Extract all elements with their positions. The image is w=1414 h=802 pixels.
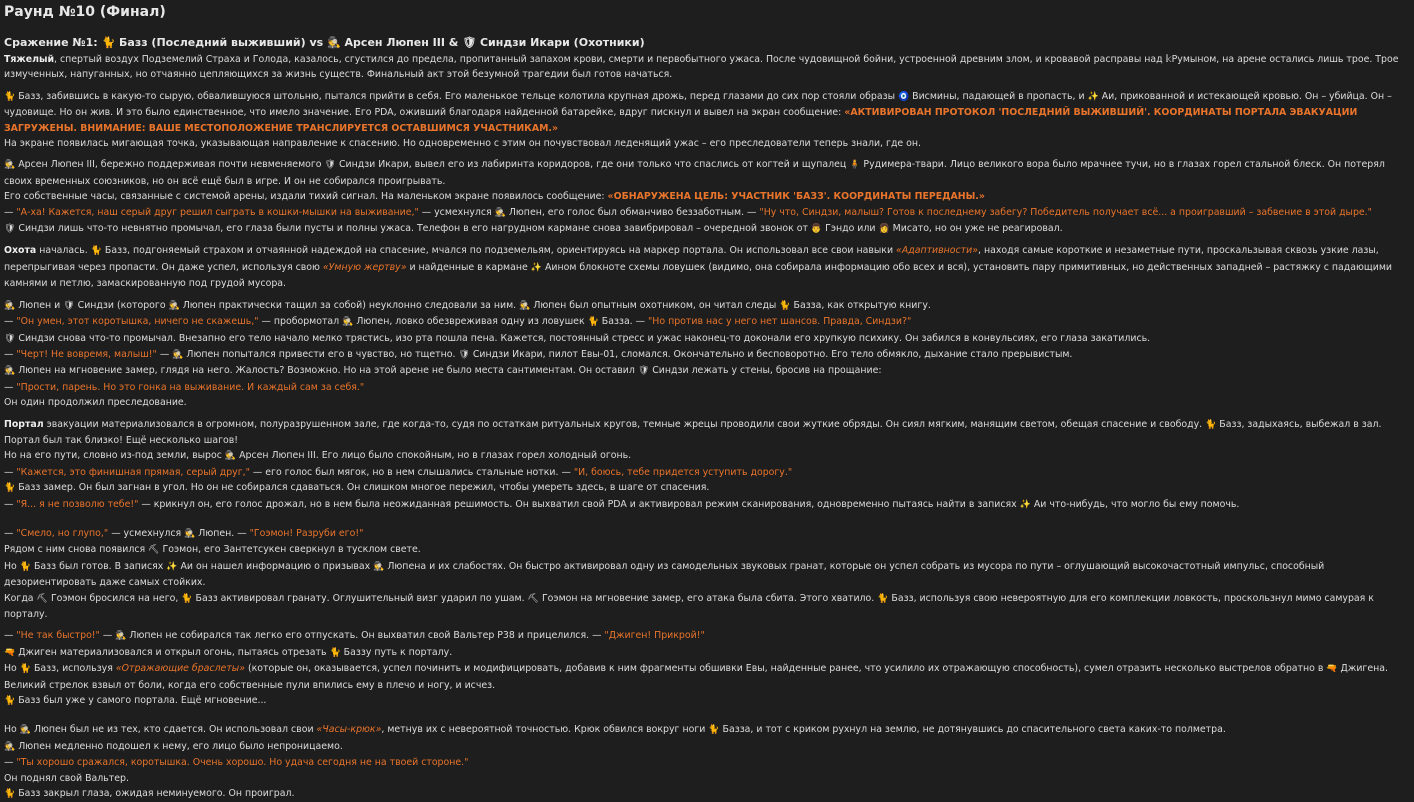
buzz-icon: 🐈 — [329, 647, 341, 658]
lupin-icon: 🕵 — [184, 528, 196, 539]
shinji-icon: 🛡 — [4, 224, 16, 235]
text: — — [4, 466, 17, 478]
text: Люпен не собирался так легко его отпускать. Он выхватил свой Вальтер P38 и прицелился. — — [126, 630, 605, 642]
paragraph-goemon — [4, 526, 1408, 622]
text: Люпен. — — [195, 527, 250, 539]
text: Базза, как открытую книгу. — [790, 299, 931, 311]
text: Но на его пути, словно из-под земли, вырос — [4, 450, 225, 462]
shinji-icon: 🛡 — [63, 300, 75, 311]
text: Синдзи (которого — [74, 299, 169, 311]
text: Синдзи лишь что-то невнятно промычал, его глаза были пусты и полны ужаса. Телефон в его нагрудном кармане снова завибрировал – очередной звонок от — [15, 223, 811, 235]
text: — — [4, 757, 17, 769]
ai-icon: ✨ — [530, 262, 542, 273]
lupin-icon: 🕵 — [342, 317, 354, 328]
buzz-icon: 🐈 — [1205, 419, 1217, 430]
text: Базз был уже у самого портала. Ещё мгновение... — [15, 695, 267, 707]
text: — — [4, 316, 17, 328]
text: Его собственные часы, связанные с системой арены, издали тихий сигнал. На маленьком экране появилось сообщение: — [4, 191, 608, 203]
skill-name: «Умную жертву» — [322, 261, 407, 273]
text: Люпен медленно подошел к нему, его лицо было непроницаемо. — [15, 740, 343, 752]
text: Когда — [4, 592, 37, 604]
bold-lead: Тяжелый — [4, 54, 55, 65]
text: Баззу путь к порталу. — [340, 646, 453, 658]
ai-icon: ✨ — [1087, 91, 1099, 102]
text: Синдзи лежать у стены, бросив на прощание: — [649, 365, 882, 377]
system-message: «ОБНАРУЖЕНА ЦЕЛЬ: УЧАСТНИК 'БАЗЗ'. КООРДИНАТЫ ПЕРЕДАНЫ.» — [607, 191, 985, 203]
text: Базз, используя — [30, 663, 116, 675]
text: Он поднял свой Вальтер. — [4, 772, 129, 784]
skill-name: «Адаптивности» — [896, 245, 979, 257]
text: Гоэмон, его Зантетсукен сверкнул в тусклом свете. — [159, 544, 421, 556]
text: Висмины, падающей в пропасть, и — [909, 90, 1088, 102]
quote: "Не так быстро!" — [16, 630, 100, 642]
paragraph-ending — [4, 722, 1408, 802]
shinji-icon: 🛡 — [324, 160, 336, 171]
buzz-icon: 🐈 — [4, 91, 16, 102]
text: Базз активировал гранату. Оглушительный визг ударил по ушам. — [192, 592, 528, 604]
text: Рудимера-твари. Лицо великого вора было мрачнее тучи, но в глазах горел стальной блеск. Он потерял своих временных союзников, но он всё ещё был в игре. И он не собирался проигрывать. — [4, 159, 1385, 187]
quote: "Я... я не позволю тебе!" — [16, 498, 139, 510]
lupin-icon: 🕵 — [115, 631, 127, 642]
lupin-icon: 🕵 — [519, 300, 531, 311]
goemon-icon: ⛏ — [148, 545, 160, 556]
text: — — [4, 498, 17, 510]
text: Люпен был не из тех, кто сдается. Он использовал свои — [30, 724, 317, 736]
lupin-icon: 🕵 — [172, 349, 184, 360]
text: — пробормотал — [258, 316, 343, 328]
goemon-icon: ⛏ — [527, 593, 539, 604]
paragraph-portal — [4, 417, 1408, 513]
text: Аином блокноте схемы ловушек (видимо, она собирала информацию обо всех и вся), установить пару примитивных, но действенных западней – растяжку с падающими камнями и петлю, замаскированную под грудой мусора. — [4, 261, 1393, 290]
text: Гоэмон на мгновение замер, его атака была сбита. Этого хватило. — [538, 592, 878, 604]
quote: "Кажется, это финишная прямая, серый друг," — [16, 466, 250, 478]
paragraph-buzz-hiding — [4, 89, 1408, 152]
paragraph-jigen — [4, 628, 1408, 709]
text: , спертый воздух Подземелий Страха и Голода, казалось, сгустился до предела, пропитанный запахом крови, смерти и первобытного ужаса. После чудовищной бойни, устроенной древним злом, и кровавой расправы над 𝕜Румыном, на арене остались лишь трое. Трое измученных, напуганных, но отчаянно цепляющихся за жизнь существ. Финальный акт этой безумной трагедии был готов начаться. — [4, 54, 1399, 81]
lupin-icon: 🕵 — [4, 741, 16, 752]
ai-icon: ✨ — [166, 561, 178, 572]
rudimer-icon: 🧍 — [849, 160, 861, 171]
skill-name: «Отражающие браслеты» — [115, 663, 245, 675]
buzz-icon: 🐈 — [181, 593, 193, 604]
text: Синдзи Икари, вывел его из лабиринта коридоров, где они только что спаслись от когтей и щупалец — [335, 159, 850, 171]
skill-name: «Часы-крюк» — [316, 724, 382, 736]
text: эвакуации материализовался в огромном, полуразрушенном зале, где когда-то, судя по остаткам ритуальных кругов, темные жрецы проводили свои жуткие обряды. Он сиял мягким, манящим светом, обещая спасение и свободу. — [43, 418, 1206, 430]
buzz-icon: 🐈 — [877, 593, 889, 604]
text: , метнув их с невероятной точностью. Крюк обвился вокруг ноги — [381, 724, 709, 736]
quote: "Но против нас у него нет шансов. Правда, Синдзи?" — [648, 316, 912, 328]
text: — усмехнулся — [108, 527, 185, 539]
lupin-icon: 🕵 — [224, 451, 237, 462]
text: Базза, и тот с криком рухнул на землю, не дотянувшись до спасительного света каких-то полметра. — [719, 724, 1226, 736]
text: — крикнул он, его голос дрожал, но в нем была неожиданная решимость. Он выхватил свой PDA и активировал режим сканирования, одновременно пытаясь найти в записях — [138, 498, 1020, 510]
text: Базз, задыхаясь, выбежал в зал. Портал был так близко! Ещё несколько шагов! — [4, 418, 1382, 446]
lupin-icon: 🕵 — [373, 561, 385, 572]
text: Он один продолжил преследование. — [4, 397, 187, 409]
vismina-icon: 🧿 — [897, 91, 910, 102]
buzz-icon: 🐈 — [4, 789, 16, 800]
ai-icon: ✨ — [1019, 499, 1031, 510]
text: Синдзи снова что-то промычал. Внезапно его тело начало мелко трястись, изо рта пошла пена. Кажется, постоянный стресс и ужас наконец-то доконали его хрупкую психику. Он забился в конвульсиях, его глаза закатились. — [15, 332, 1151, 344]
quote: "Смело, но глупо," — [16, 527, 109, 539]
text: Рядом с ним снова появился — [4, 544, 149, 556]
goemon-icon: ⛏ — [36, 593, 48, 604]
quote: "Ну что, Синдзи, малыш? Готов к последнему забегу? Победитель получает всё... а проигравший – забвение в этой дыре." — [759, 206, 1372, 218]
text: Но — [4, 724, 20, 736]
paragraph-pursuit — [4, 298, 1408, 411]
jigen-icon: 🔫 — [4, 647, 16, 658]
bold-lead: Портал — [4, 418, 44, 430]
text: Базз, используя свою невероятную для его комплекции ловкость, проскользнул мимо самурая к порталу. — [4, 592, 1374, 620]
text: Люпен и — [15, 299, 64, 311]
lupin-icon: 🕵 — [4, 366, 16, 377]
text: Джигена. Великий стрелок взвыл от боли, когда его собственные пули впились ему в плечо и ногу, и исчез. — [4, 663, 1388, 691]
text: Мисато, но он уже не реагировал. — [889, 223, 1063, 235]
buzz-icon: 🐈 — [779, 300, 791, 311]
text: Арсен Люпен III. Его лицо было спокойным, но в глазах горел холодный огонь. — [236, 450, 632, 462]
lupin-icon: 🕵 — [4, 160, 16, 171]
text: Люпен, ловко обезвреживая одну из ловушек — [353, 316, 588, 328]
jigen-icon: 🔫 — [1326, 664, 1338, 675]
text: Базз был готов. В записях — [30, 560, 167, 572]
text: Аи что-нибудь, что могло бы ему помочь. — [1030, 498, 1240, 510]
text: — усмехнулся — [418, 206, 495, 218]
quote: "Джиген! Прикрой!" — [604, 630, 705, 642]
buzz-icon: 🐈 — [19, 664, 31, 675]
text: Гоэмон бросился на него, — [47, 592, 182, 604]
text: Базз, подгоняемый страхом и отчаянной надеждой на спасение, мчался по подземельям, ориентируясь на маркер портала. Он использовал все свои навыки — [101, 245, 897, 257]
text: — — [4, 381, 17, 393]
lupin-icon: 🕵 — [4, 300, 16, 311]
gendo-icon: 👨 — [810, 224, 823, 235]
quote: "Ты хорошо сражался, коротышка. Очень хорошо. Но удача сегодня не на твоей стороне." — [16, 757, 469, 769]
text: , находя самые короткие и незаметные пути, проскальзывая сквозь узкие лазы, перепрыгивая через пропасти. Он даже успел, используя свою — [4, 245, 1379, 273]
text: Базз, забившись в какую-то сырую, обвалившуюся штольню, пытался прийти в себя. Его маленькое тельце колотила крупная дрожь, перед глазами до сих пор стояли образы — [15, 90, 898, 102]
text: Аи он нашел информацию о призывах — [177, 560, 374, 572]
text: Люпен на мгновение замер, глядя на него. Жалость? Возможно. Но на этой арене не было места сантиментам. Он оставил — [15, 365, 638, 377]
quote: "А-ха! Кажется, наш серый друг решил сыграть в кошки-мышки на выживание," — [16, 206, 419, 218]
round-title: Раунд №10 (Финал) — [4, 4, 166, 20]
text: Арсен Люпен III, бережно поддерживая почти невменяемого — [15, 159, 325, 171]
text: Аи, прикованной и истекающей кровью. Он – убийца. Он – чудовище. Но он жив. И это было единственное, что имело значение. Его PDA, оживший благодаря найденной батарейке, вдруг пискнул и вывел на экран сообщение: — [4, 90, 1392, 119]
text: Гэндо или — [822, 223, 879, 235]
quote: "Прости, парень. Но это гонка на выживание. И каждый сам за себя." — [16, 381, 365, 393]
text: и найденные в кармане — [406, 261, 531, 273]
text: Люпена и их слабостях. Он быстро активировал одну из самодельных звуковых гранат, которые он успел собрать из мусора по пути – оглушающий высокочастотный импульс, способный дезориентировать даже самых стойких. — [4, 560, 1325, 589]
quote: "И, боюсь, тебе придется уступить дорогу." — [573, 466, 793, 478]
battle-title: Сражение №1: 🐈 Базз (Последний выживший) vs 🕵 Арсен Люпен III & 🛡 Синдзи Икари (Охотники) — [4, 36, 645, 49]
paragraph-lupin-shinji — [4, 157, 1408, 237]
text: Люпен, его голос был обманчиво беззаботным. — — [505, 206, 760, 218]
text: Но — [4, 663, 20, 675]
lupin-icon: 🕵 — [494, 207, 506, 218]
buzz-icon: 🐈 — [708, 725, 720, 736]
text: началась. — [36, 245, 91, 257]
text: — — [156, 348, 173, 360]
quote: "Черт! Не вовремя, малыш!" — [16, 348, 157, 360]
quote: "Он умен, этот коротышка, ничего не скажешь," — [16, 316, 259, 328]
text: Люпен был опытным охотником, он читал следы — [530, 299, 780, 311]
text: Синдзи Икари, пилот Евы-01, сломался. Окончательно и бесповоротно. Его тело обмякло, дыхание стало прерывистым. — [469, 348, 1073, 360]
shinji-icon: 🛡 — [458, 349, 470, 360]
text: Базз замер. Он был загнан в угол. Но он не собирался сдаваться. Он слишком многое пережил, чтобы умереть здесь, в шаге от спасения. — [15, 482, 710, 494]
text: Базза. — — [598, 316, 648, 328]
text: — его голос был мягок, но в нем слышались стальные нотки. — — [249, 466, 574, 478]
shinji-icon: 🛡 — [637, 366, 650, 377]
buzz-icon: 🐈 — [4, 696, 16, 707]
text: На экране появилась мигающая точка, указывающая направление к спасению. Но одновременно с этим он почувствовал леденящий ужас – его преследователи теперь знали, где он. — [4, 138, 922, 150]
text: — — [4, 206, 17, 218]
text: — — [99, 630, 116, 642]
text: — — [4, 630, 17, 642]
system-message: «АКТИВИРОВАН ПРОТОКОЛ 'ПОСЛЕДНИЙ ВЫЖИВШИЙ'. КООРДИНАТЫ ПОРТАЛА ЭВАКУАЦИИ ЗАГРУЖЕНЫ. ВНИМАНИЕ: ВАШЕ МЕСТОПОЛОЖЕНИЕ ТРАНСЛИРУЕТСЯ ОСТАВШИМСЯ УЧАСТНИКАМ.» — [4, 107, 1358, 134]
text: — — [4, 348, 17, 360]
text: Джиген материализовался и открыл огонь, пытаясь отрезать — [15, 646, 330, 658]
text: Люпен практически тащил за собой) неуклонно следовали за ним. — [179, 299, 520, 311]
buzz-icon: 🐈 — [4, 483, 16, 494]
buzz-icon: 🐈 — [90, 246, 102, 257]
paragraph-intro — [4, 52, 1408, 83]
buzz-icon: 🐈 — [19, 561, 31, 572]
bold-lead: Охота — [4, 245, 37, 257]
quote: "Гоэмон! Разруби его!" — [249, 527, 364, 539]
lupin-icon: 🕵 — [168, 300, 180, 311]
text: Базз закрыл глаза, ожидая неминуемого. Он проиграл. — [15, 788, 295, 800]
paragraph-hunt — [4, 243, 1408, 291]
text: Люпен попытался привести его в чувство, но тщетно. — [183, 348, 459, 360]
misato-icon: 👩 — [878, 224, 890, 235]
lupin-icon: 🕵 — [19, 725, 31, 736]
shinji-icon: 🛡 — [4, 333, 16, 344]
buzz-icon: 🐈 — [587, 317, 599, 328]
text: Но — [4, 560, 20, 572]
text: (которые он, оказывается, успел починить и модифицировать, добавив к ним фрагменты обшивки Евы, найденные ранее, что усилило их отражающую способность), сумел отразить несколько выстрелов обратно в — [244, 663, 1327, 675]
text: — — [4, 527, 17, 539]
